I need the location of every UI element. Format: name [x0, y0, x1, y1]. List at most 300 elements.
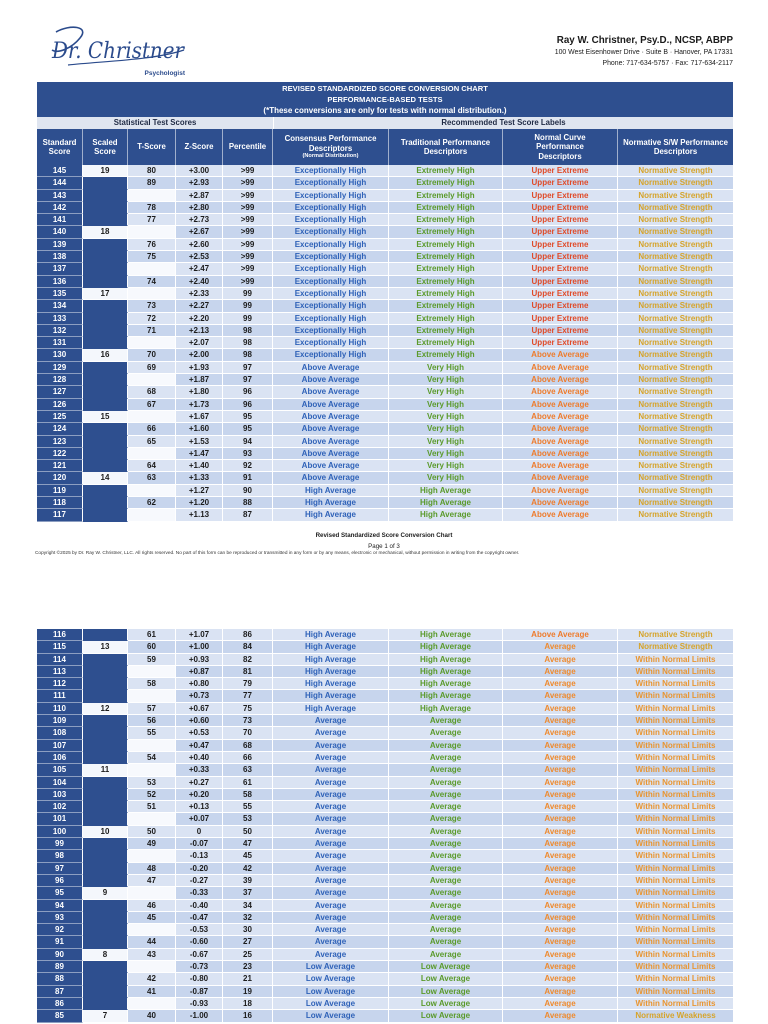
table-row	[37, 337, 733, 349]
traditional-descriptor-cell: Low Average	[389, 961, 503, 973]
z-score-cell: +2.40	[176, 276, 223, 288]
traditional-descriptor-cell: Average	[389, 838, 503, 850]
scaled-score-cell	[83, 813, 128, 825]
normative-descriptor-cell: Within Normal Limits	[618, 900, 733, 912]
z-score-cell: +0.40	[176, 752, 223, 764]
normative-descriptor-cell: Normative Strength	[618, 177, 733, 189]
z-score-cell: +2.33	[176, 288, 223, 300]
normative-descriptor-cell: Normative Strength	[618, 239, 733, 251]
z-score-cell: +2.80	[176, 202, 223, 214]
normative-descriptor-cell: Within Normal Limits	[618, 764, 733, 776]
standard-score-cell: 98	[37, 850, 83, 862]
t-score-cell: 42	[128, 973, 176, 985]
column-header-z-score	[176, 129, 223, 165]
percentile-cell: 86	[223, 629, 273, 641]
normative-descriptor-cell: Within Normal Limits	[618, 973, 733, 985]
percentile-cell: 37	[223, 887, 273, 899]
standard-score-cell: 143	[37, 190, 83, 202]
t-score-cell	[128, 374, 176, 386]
z-score-cell: +2.60	[176, 239, 223, 251]
traditional-descriptor-cell: Average	[389, 863, 503, 875]
standard-score-cell: 136	[37, 276, 83, 288]
normal-curve-descriptor-cell: Upper Extreme	[503, 288, 618, 300]
percentile-cell: 19	[223, 986, 273, 998]
normal-curve-descriptor-cell: Average	[503, 678, 618, 690]
percentile-cell: >99	[223, 190, 273, 202]
z-score-cell: +0.87	[176, 666, 223, 678]
scaled-score-cell	[83, 936, 128, 948]
standard-score-cell: 145	[37, 165, 83, 177]
normal-curve-descriptor-cell: Average	[503, 936, 618, 948]
normative-descriptor-cell: Normative Strength	[618, 448, 733, 460]
column-header-label: Z-Score	[184, 142, 214, 152]
scaled-score-cell: 14	[83, 472, 128, 484]
normal-curve-descriptor-cell: Average	[503, 666, 618, 678]
percentile-cell: >99	[223, 202, 273, 214]
traditional-descriptor-cell: Extremely High	[389, 251, 503, 263]
table-row	[37, 690, 733, 702]
consensus-descriptor-cell: High Average	[273, 703, 389, 715]
table-row	[37, 961, 733, 973]
table-row	[37, 288, 733, 300]
t-score-cell: 64	[128, 460, 176, 472]
normative-descriptor-cell: Within Normal Limits	[618, 690, 733, 702]
traditional-descriptor-cell: High Average	[389, 678, 503, 690]
normal-curve-descriptor-cell: Average	[503, 900, 618, 912]
t-score-cell: 51	[128, 801, 176, 813]
table-row	[37, 497, 733, 509]
percentile-cell: >99	[223, 165, 273, 177]
consensus-descriptor-cell: Average	[273, 875, 389, 887]
consensus-descriptor-cell: Exceptionally High	[273, 239, 389, 251]
traditional-descriptor-cell: Low Average	[389, 1010, 503, 1022]
normal-curve-descriptor-cell: Average	[503, 777, 618, 789]
z-score-cell: +1.67	[176, 411, 223, 423]
percentile-cell: 96	[223, 386, 273, 398]
normal-curve-descriptor-cell: Upper Extreme	[503, 276, 618, 288]
z-score-cell: +0.67	[176, 703, 223, 715]
normal-curve-descriptor-cell: Upper Extreme	[503, 239, 618, 251]
t-score-cell	[128, 226, 176, 238]
t-score-cell: 56	[128, 715, 176, 727]
normal-curve-descriptor-cell: Average	[503, 986, 618, 998]
table-row	[37, 678, 733, 690]
traditional-descriptor-cell: Extremely High	[389, 239, 503, 251]
percentile-cell: 92	[223, 460, 273, 472]
z-score-cell: +1.93	[176, 362, 223, 374]
traditional-descriptor-cell: Average	[389, 850, 503, 862]
normal-curve-descriptor-cell: Average	[503, 838, 618, 850]
z-score-cell: +2.13	[176, 325, 223, 337]
t-score-cell	[128, 666, 176, 678]
z-score-cell: -0.80	[176, 973, 223, 985]
scaled-score-cell	[83, 973, 128, 985]
z-score-cell: +2.27	[176, 300, 223, 312]
scaled-score-cell: 9	[83, 887, 128, 899]
percentile-cell: >99	[223, 177, 273, 189]
scaled-score-cell: 8	[83, 949, 128, 961]
table-row	[37, 251, 733, 263]
consensus-descriptor-cell: Low Average	[273, 973, 389, 985]
traditional-descriptor-cell: Average	[389, 777, 503, 789]
normative-descriptor-cell: Normative Strength	[618, 485, 733, 497]
normative-descriptor-cell: Normative Strength	[618, 362, 733, 374]
table-row	[37, 313, 733, 325]
traditional-descriptor-cell: Very High	[389, 460, 503, 472]
consensus-descriptor-cell: Above Average	[273, 448, 389, 460]
percentile-cell: 95	[223, 411, 273, 423]
column-header-normative-sw	[618, 129, 733, 165]
traditional-descriptor-cell: Very High	[389, 436, 503, 448]
z-score-cell: +2.73	[176, 214, 223, 226]
scaled-score-cell	[83, 497, 128, 509]
z-score-cell: +1.20	[176, 497, 223, 509]
standard-score-cell: 102	[37, 801, 83, 813]
scaled-score-cell	[83, 666, 128, 678]
standard-score-cell: 128	[37, 374, 83, 386]
traditional-descriptor-cell: High Average	[389, 690, 503, 702]
normative-descriptor-cell: Normative Strength	[618, 509, 733, 521]
standard-score-cell: 85	[37, 1010, 83, 1022]
traditional-descriptor-cell: High Average	[389, 629, 503, 641]
normal-curve-descriptor-cell: Above Average	[503, 472, 618, 484]
traditional-descriptor-cell: Average	[389, 887, 503, 899]
standard-score-cell: 119	[37, 485, 83, 497]
table-row	[37, 423, 733, 435]
percentile-cell: 58	[223, 789, 273, 801]
consensus-descriptor-cell: High Average	[273, 678, 389, 690]
normal-curve-descriptor-cell: Upper Extreme	[503, 214, 618, 226]
table-row	[37, 924, 733, 936]
consensus-descriptor-cell: Above Average	[273, 436, 389, 448]
scaled-score-cell	[83, 900, 128, 912]
normal-curve-descriptor-cell: Above Average	[503, 629, 618, 641]
traditional-descriptor-cell: Average	[389, 924, 503, 936]
table-row	[37, 973, 733, 985]
normative-descriptor-cell: Normative Strength	[618, 165, 733, 177]
normative-descriptor-cell: Within Normal Limits	[618, 949, 733, 961]
percentile-cell: 45	[223, 850, 273, 862]
consensus-descriptor-cell: Low Average	[273, 998, 389, 1010]
z-score-cell: -0.33	[176, 887, 223, 899]
standard-score-cell: 120	[37, 472, 83, 484]
normal-curve-descriptor-cell: Above Average	[503, 448, 618, 460]
chart-subtitle: PERFORMANCE-BASED TESTS	[327, 95, 443, 105]
normal-curve-descriptor-cell: Above Average	[503, 399, 618, 411]
normal-curve-descriptor-cell: Above Average	[503, 411, 618, 423]
z-score-cell: +2.47	[176, 263, 223, 275]
percentile-cell: 27	[223, 936, 273, 948]
normative-descriptor-cell: Within Normal Limits	[618, 826, 733, 838]
z-score-cell: -0.93	[176, 998, 223, 1010]
table-row	[37, 777, 733, 789]
standard-score-cell: 124	[37, 423, 83, 435]
consensus-descriptor-cell: Above Average	[273, 460, 389, 472]
scaled-score-cell	[83, 399, 128, 411]
column-header-label: Standard Score	[42, 137, 77, 156]
consensus-descriptor-cell: Average	[273, 887, 389, 899]
normal-curve-descriptor-cell: Above Average	[503, 423, 618, 435]
standard-score-cell: 122	[37, 448, 83, 460]
standard-score-cell: 107	[37, 740, 83, 752]
traditional-descriptor-cell: Extremely High	[389, 165, 503, 177]
standard-score-cell: 101	[37, 813, 83, 825]
scaled-score-cell	[83, 998, 128, 1010]
consensus-descriptor-cell: Average	[273, 863, 389, 875]
logo-subtitle: Psychologist	[144, 70, 185, 77]
t-score-cell: 47	[128, 875, 176, 887]
percentile-cell: 99	[223, 288, 273, 300]
normal-curve-descriptor-cell: Upper Extreme	[503, 190, 618, 202]
z-score-cell: -1.00	[176, 1010, 223, 1022]
traditional-descriptor-cell: Very High	[389, 411, 503, 423]
standard-score-cell: 127	[37, 386, 83, 398]
percentile-cell: 97	[223, 362, 273, 374]
scaled-score-cell	[83, 986, 128, 998]
traditional-descriptor-cell: Average	[389, 727, 503, 739]
traditional-descriptor-cell: Very High	[389, 399, 503, 411]
normal-curve-descriptor-cell: Average	[503, 703, 618, 715]
consensus-descriptor-cell: Average	[273, 924, 389, 936]
footer-title: Revised Standardized Score Conversion Chart	[315, 532, 453, 539]
consensus-descriptor-cell: Average	[273, 936, 389, 948]
t-score-cell: 71	[128, 325, 176, 337]
z-score-cell: +3.00	[176, 165, 223, 177]
table-row	[37, 214, 733, 226]
traditional-descriptor-cell: Extremely High	[389, 276, 503, 288]
standard-score-cell: 89	[37, 961, 83, 973]
standard-score-cell: 104	[37, 777, 83, 789]
traditional-descriptor-cell: Average	[389, 764, 503, 776]
z-score-cell: +0.60	[176, 715, 223, 727]
traditional-descriptor-cell: Average	[389, 826, 503, 838]
percentile-cell: 93	[223, 448, 273, 460]
traditional-descriptor-cell: High Average	[389, 509, 503, 521]
standard-score-cell: 113	[37, 666, 83, 678]
consensus-descriptor-cell: Average	[273, 727, 389, 739]
column-header-traditional	[389, 129, 503, 165]
t-score-cell	[128, 924, 176, 936]
logo	[46, 20, 190, 80]
normative-descriptor-cell: Normative Strength	[618, 313, 733, 325]
normative-descriptor-cell: Normative Strength	[618, 399, 733, 411]
table-row	[37, 912, 733, 924]
consensus-descriptor-cell: Low Average	[273, 1010, 389, 1022]
z-score-cell: +1.27	[176, 485, 223, 497]
column-header-label: T-Score	[137, 142, 166, 152]
phone-fax: Phone: 717-634-5757 · Fax: 717-634-2117	[602, 60, 733, 67]
t-score-cell: 55	[128, 727, 176, 739]
standard-score-cell: 103	[37, 789, 83, 801]
t-score-cell: 59	[128, 654, 176, 666]
table-row	[37, 399, 733, 411]
percentile-cell: 70	[223, 727, 273, 739]
table-row	[37, 752, 733, 764]
t-score-cell	[128, 190, 176, 202]
consensus-descriptor-cell: Average	[273, 850, 389, 862]
t-score-cell: 75	[128, 251, 176, 263]
consensus-descriptor-cell: Exceptionally High	[273, 325, 389, 337]
t-score-cell: 40	[128, 1010, 176, 1022]
percentile-cell: 98	[223, 349, 273, 361]
consensus-descriptor-cell: Average	[273, 752, 389, 764]
consensus-descriptor-cell: Above Average	[273, 362, 389, 374]
z-score-cell: +1.87	[176, 374, 223, 386]
table-row	[37, 998, 733, 1010]
percentile-cell: 50	[223, 826, 273, 838]
z-score-cell: +0.73	[176, 690, 223, 702]
normal-curve-descriptor-cell: Average	[503, 813, 618, 825]
t-score-cell: 60	[128, 641, 176, 653]
standard-score-cell: 111	[37, 690, 83, 702]
table-row	[37, 300, 733, 312]
t-score-cell: 50	[128, 826, 176, 838]
normative-descriptor-cell: Normative Strength	[618, 386, 733, 398]
scaled-score-cell	[83, 678, 128, 690]
t-score-cell: 43	[128, 949, 176, 961]
percentile-cell: 97	[223, 374, 273, 386]
normal-curve-descriptor-cell: Average	[503, 912, 618, 924]
normative-descriptor-cell: Normative Strength	[618, 325, 733, 337]
normal-curve-descriptor-cell: Upper Extreme	[503, 300, 618, 312]
t-score-cell	[128, 813, 176, 825]
percentile-cell: 81	[223, 666, 273, 678]
t-score-cell: 62	[128, 497, 176, 509]
z-score-cell: +1.47	[176, 448, 223, 460]
standard-score-cell: 125	[37, 411, 83, 423]
t-score-cell: 53	[128, 777, 176, 789]
z-score-cell: +2.93	[176, 177, 223, 189]
percentile-cell: 23	[223, 961, 273, 973]
scaled-score-cell	[83, 251, 128, 263]
scaled-score-cell	[83, 740, 128, 752]
normal-curve-descriptor-cell: Average	[503, 740, 618, 752]
percentile-cell: >99	[223, 276, 273, 288]
scaled-score-cell: 18	[83, 226, 128, 238]
scaled-score-cell: 7	[83, 1010, 128, 1022]
scaled-score-cell: 19	[83, 165, 128, 177]
chart-note: (*These conversions are only for tests with normal distribution.)	[263, 106, 507, 116]
percentile-cell: 96	[223, 399, 273, 411]
normative-descriptor-cell: Within Normal Limits	[618, 838, 733, 850]
standard-score-cell: 121	[37, 460, 83, 472]
table-row	[37, 863, 733, 875]
scaled-score-cell	[83, 509, 128, 521]
consensus-descriptor-cell: Exceptionally High	[273, 214, 389, 226]
table-row	[37, 789, 733, 801]
table-row	[37, 900, 733, 912]
scaled-score-cell	[83, 423, 128, 435]
normal-curve-descriptor-cell: Upper Extreme	[503, 263, 618, 275]
footer-page-number: Page 1 of 3	[368, 543, 400, 550]
scaled-score-cell	[83, 386, 128, 398]
standard-score-cell: 88	[37, 973, 83, 985]
percentile-cell: 34	[223, 900, 273, 912]
z-score-cell: +0.53	[176, 727, 223, 739]
column-header-label: Traditional Performance Descriptors	[400, 137, 491, 156]
percentile-cell: >99	[223, 263, 273, 275]
traditional-descriptor-cell: Extremely High	[389, 325, 503, 337]
scaled-score-cell	[83, 202, 128, 214]
z-score-cell: -0.07	[176, 838, 223, 850]
t-score-cell: 48	[128, 863, 176, 875]
traditional-descriptor-cell: Very High	[389, 362, 503, 374]
table-row	[37, 740, 733, 752]
chart-title-band	[37, 82, 733, 117]
table-row	[37, 276, 733, 288]
standard-score-cell: 100	[37, 826, 83, 838]
percentile-cell: >99	[223, 251, 273, 263]
normal-curve-descriptor-cell: Average	[503, 924, 618, 936]
scaled-score-cell	[83, 777, 128, 789]
scaled-score-cell	[83, 436, 128, 448]
t-score-cell: 68	[128, 386, 176, 398]
t-score-cell: 89	[128, 177, 176, 189]
normative-descriptor-cell: Normative Strength	[618, 423, 733, 435]
standard-score-cell: 95	[37, 887, 83, 899]
standard-score-cell: 90	[37, 949, 83, 961]
percentile-cell: 99	[223, 300, 273, 312]
t-score-cell	[128, 509, 176, 521]
z-score-cell: +1.80	[176, 386, 223, 398]
normative-descriptor-cell: Normative Strength	[618, 214, 733, 226]
percentile-cell: 75	[223, 703, 273, 715]
z-score-cell: -0.40	[176, 900, 223, 912]
z-score-cell: -0.87	[176, 986, 223, 998]
scaled-score-cell	[83, 448, 128, 460]
table-row	[37, 838, 733, 850]
standard-score-cell: 140	[37, 226, 83, 238]
t-score-cell	[128, 961, 176, 973]
table-row	[37, 239, 733, 251]
normal-curve-descriptor-cell: Above Average	[503, 497, 618, 509]
normal-curve-descriptor-cell: Average	[503, 875, 618, 887]
standard-score-cell: 138	[37, 251, 83, 263]
percentile-cell: 82	[223, 654, 273, 666]
column-header-label: Scaled Score	[92, 137, 118, 156]
percentile-cell: 79	[223, 678, 273, 690]
normative-descriptor-cell: Normative Strength	[618, 460, 733, 472]
normal-curve-descriptor-cell: Average	[503, 654, 618, 666]
consensus-descriptor-cell: Exceptionally High	[273, 190, 389, 202]
traditional-descriptor-cell: Very High	[389, 472, 503, 484]
column-header-label: Normal Curve Performance Descriptors	[534, 133, 586, 161]
z-score-cell: +0.93	[176, 654, 223, 666]
normative-descriptor-cell: Within Normal Limits	[618, 727, 733, 739]
percentile-cell: 42	[223, 863, 273, 875]
normal-curve-descriptor-cell: Average	[503, 973, 618, 985]
column-header-scaled-score	[83, 129, 128, 165]
consensus-descriptor-cell: Above Average	[273, 411, 389, 423]
z-score-cell: +0.27	[176, 777, 223, 789]
consensus-descriptor-cell: Average	[273, 949, 389, 961]
standard-score-cell: 91	[37, 936, 83, 948]
traditional-descriptor-cell: Extremely High	[389, 313, 503, 325]
z-score-cell: +2.87	[176, 190, 223, 202]
z-score-cell: +0.80	[176, 678, 223, 690]
group-recommended-labels: Recommended Test Score Labels	[273, 117, 733, 129]
percentile-cell: 32	[223, 912, 273, 924]
normative-descriptor-cell: Normative Strength	[618, 472, 733, 484]
standard-score-cell: 139	[37, 239, 83, 251]
standard-score-cell: 123	[37, 436, 83, 448]
normative-descriptor-cell: Normative Strength	[618, 374, 733, 386]
t-score-cell	[128, 288, 176, 300]
scaled-score-cell: 12	[83, 703, 128, 715]
standard-score-cell: 137	[37, 263, 83, 275]
standard-score-cell: 97	[37, 863, 83, 875]
normative-descriptor-cell: Normative Strength	[618, 288, 733, 300]
